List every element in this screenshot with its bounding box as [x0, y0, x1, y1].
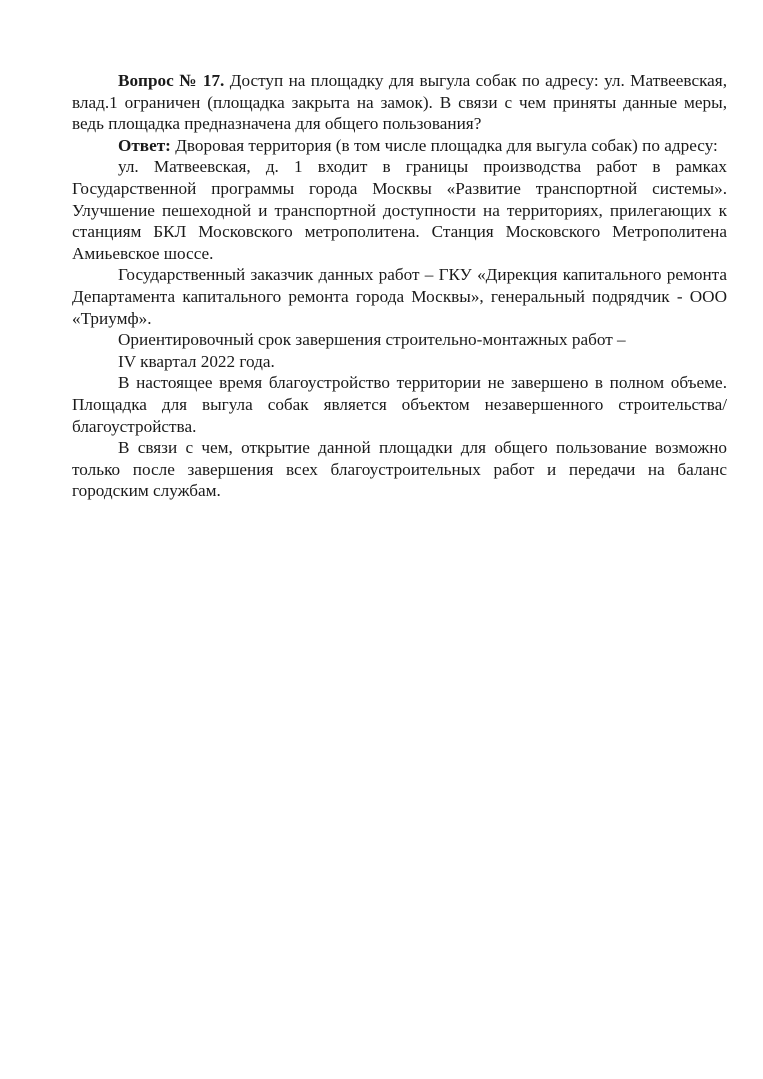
body-paragraph-status: В настоящее время благоустройство территории не завершено в полном объеме. Площадка для выгула собак является объектом незавершенного строительства/благоустройства. [72, 373, 727, 436]
answer-text: Дворовая территория (в том числе площадка для выгула собак) по адресу: [170, 135, 718, 155]
body-paragraph-conclusion: В связи с чем, открытие данной площадки для общего пользование возможно только после завершения всех благоустроительных работ и передачи на баланс городским службам. [72, 438, 727, 501]
body-paragraph-customer: Государственный заказчик данных работ – ГКУ «Дирекция капитального ремонта Департамента капитального ремонта города Москвы», генеральный подрядчик - ООО «Триумф». [72, 265, 727, 328]
question-text: Доступ на площадку для выгула собак по адресу: ул. Матвеевская, влад.1 ограничен (площадка закрыта на замок). В связи с чем приняты данные меры, ведь площадка предназначена для общего пользования? [72, 71, 727, 134]
body-paragraph-deadline: Ориентировочный срок завершения строительно-монтажных работ – [118, 330, 626, 350]
document-page [72, 70, 727, 502]
body-paragraph-address: ул. Матвеевская, д. 1 входит в границы производства работ в рамках Государственной программы города Москвы «Развитие транспортной системы». Улучшение пешеходной и транспортной доступности на территориях, прилегающих к станциям БКЛ Московского метрополитена. Станция Московского Метрополитена Амиьевское шоссе. [72, 157, 727, 263]
question-paragraph [72, 70, 727, 135]
question-label: Вопрос № 17. [118, 71, 225, 90]
body-paragraph-quarter: IV квартал 2022 года. [118, 351, 275, 371]
answer-label: Ответ: [118, 135, 171, 155]
answer-paragraph [72, 135, 727, 157]
